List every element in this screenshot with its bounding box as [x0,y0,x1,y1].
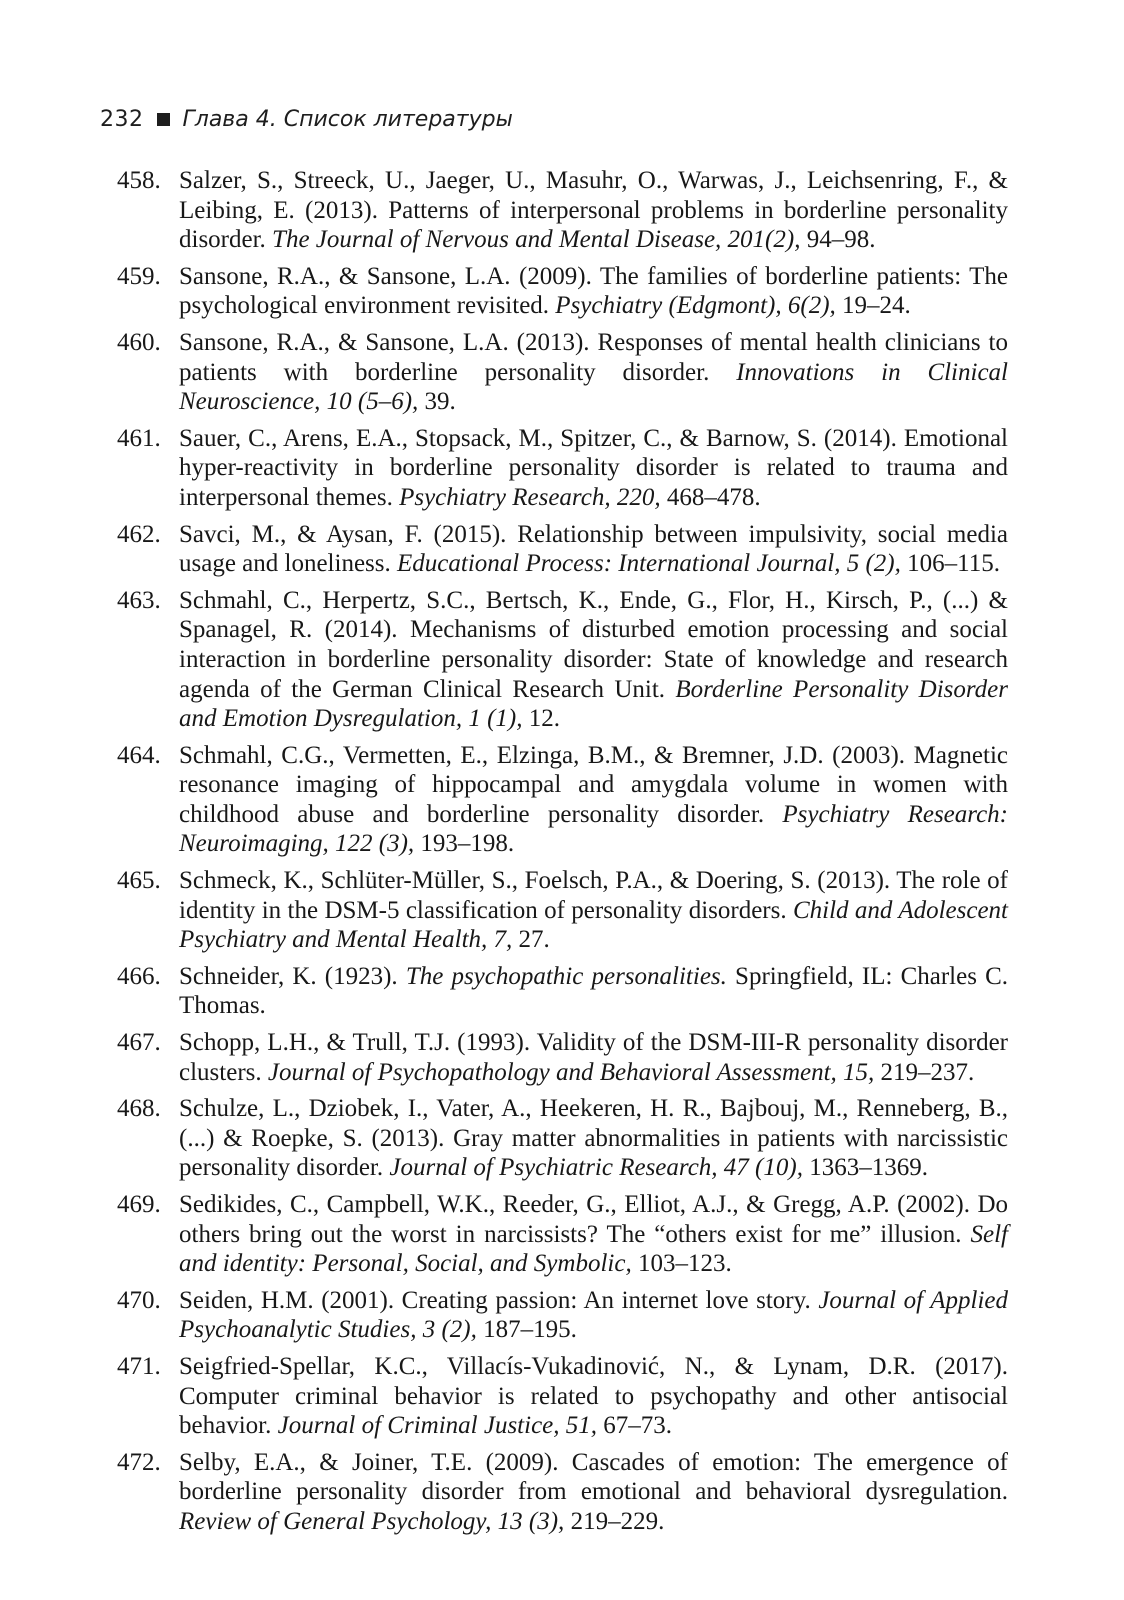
reference-pages: 39. [418,388,456,416]
reference-item [117,424,1008,513]
reference-item [117,1448,1008,1537]
reference-number: 459. [117,262,161,290]
reference-number: 468. [117,1095,161,1123]
reference-number: 461. [117,424,161,452]
reference-list [117,166,1008,1544]
reference-pages: 94–98. [800,226,876,254]
reference-text: Seiden, H.M. (2001). Creating passion: An internet love story. [179,1286,819,1314]
reference-source: Self and identity: Personal, Social, and Symbolic, [179,1220,1008,1278]
reference-item [117,166,1008,255]
reference-text: Sansone, R.A., & Sansone, L.A. (2013). Responses of mental health clinicians to patients with borderline personality disorder. [179,328,1008,386]
reference-pages: 106–115. [900,550,1000,578]
reference-source: Journal of Psychiatric Research, 47 (10), [389,1154,803,1182]
reference-source: Journal of Psychopathology and Behavioral Assessment, 15, [267,1058,875,1086]
reference-pages: 219–229. [564,1507,665,1535]
reference-text: Sauer, C., Arens, E.A., Stopsack, M., Spitzer, C., & Barnow, S. (2014). Emotional hyper-reactivity in borderline personality disorder is related to trauma and interpersonal themes. [179,424,1008,511]
reference-source: Journal of Criminal Justice, 51, [277,1412,598,1440]
reference-number: 462. [117,520,161,548]
reference-text: Schmahl, C.G., Vermetten, E., Elzinga, B.M., & Bremner, J.D. (2003). Magnetic resonance imaging of hippocampal and amygdala volume in women with childhood abuse and borderline personality disorder. [179,741,1008,828]
chapter-title: Глава 4. Список литературы [182,106,513,132]
reference-source: Review of General Psychology, 13 (3), [179,1507,565,1535]
reference-source: The Journal of Nervous and Mental Disease, 201(2), [272,226,801,254]
reference-item [117,262,1008,321]
reference-item [117,586,1008,734]
reference-source: Educational Process: International Journal, 5 (2), [397,550,901,578]
reference-text: Schneider, K. (1923). [179,962,406,990]
reference-pages: 219–237. [874,1058,975,1086]
reference-number: 463. [117,586,161,614]
reference-pages: Springfield, IL: Charles C. Thomas. [179,962,1008,1020]
reference-number: 470. [117,1286,161,1314]
black-square-icon [157,113,170,126]
reference-text: Sansone, R.A., & Sansone, L.A. (2009). The families of borderline patients: The psychological environment revisited. [179,262,1008,320]
reference-item [117,1094,1008,1183]
reference-source: Psychiatry Research, 220, [399,483,661,511]
reference-source: Borderline Personality Disorder and Emotion Dysregulation, 1 (1), [179,675,1008,733]
reference-pages: 27. [512,926,550,954]
reference-item [117,741,1008,859]
running-head [100,101,513,137]
reference-number: 458. [117,167,161,194]
reference-source: Child and Adolescent Psychiatry and Mental Health, 7, [179,896,1009,954]
reference-item [117,1190,1008,1279]
reference-text: Schulze, L., Dziobek, I., Vater, A., Heekeren, H. R., Bajbouj, M., Renneberg, B., (...) & Roepke, S. (2013). Gray matter abnormalities in patients with narcissistic personality disorder. [179,1095,1008,1182]
reference-number: 466. [117,962,161,990]
reference-number: 465. [117,867,161,895]
reference-item [117,520,1008,579]
reference-number: 471. [117,1352,161,1380]
reference-item [117,866,1008,955]
reference-source: Innovations in Clinical Neuroscience, 10 (5–6), [179,358,1008,416]
reference-pages: 468–478. [660,483,761,511]
reference-number: 469. [117,1191,161,1218]
reference-text: Salzer, S., Streeck, U., Jaeger, U., Masuhr, O., Warwas, J., Leichsenring, F., & Leibing, E. (2013). Patterns of interpersonal problems in borderline personality disorder. [179,167,1008,254]
reference-pages: 12. [522,705,560,733]
reference-item [117,1028,1008,1087]
reference-text: Selby, E.A., & Joiner, T.E. (2009). Cascades of emotion: The emergence of borderline personality disorder from emotional and behavioral dysregulation. [179,1448,1008,1506]
reference-number: 460. [117,328,161,356]
reference-number: 464. [117,741,161,769]
reference-source: Psychiatry Research: Neuroimaging, 122 (3), [179,800,1008,858]
reference-text: Seigfried-Spellar, K.C., Villacís-Vukadinović, N., & Lynam, D.R. (2017). Computer criminal behavior is related to psychopathy and other antisocial behavior. [179,1352,1008,1440]
reference-pages: 187–195. [476,1316,577,1344]
reference-pages: 103–123. [631,1250,732,1278]
reference-text: Schmeck, K., Schlüter-Müller, S., Foelsch, P.A., & Doering, S. (2013). The role of identity in the DSM-5 classification of personality disorders. [179,867,1008,924]
reference-text: Schmahl, C., Herpertz, S.C., Bertsch, K., Ende, G., Flor, H., Kirsch, P., (...) & Spanagel, R. (2014). Mechanisms of disturbed emotion processing and social interaction in borderline personality disorder: State of knowledge and research agenda of the German Clinical Research Unit. [179,586,1008,703]
reference-text: Sedikides, C., Campbell, W.K., Reeder, G., Elliot, A.J., & Gregg, A.P. (2002). Do others bring out the worst in narcissists? The “others exist for me” illusion. [179,1191,1008,1248]
reference-number: 467. [117,1029,161,1057]
reference-number: 472. [117,1448,161,1476]
reference-item [117,1286,1008,1345]
reference-text: Savci, M., & Aysan, F. (2015). Relationship between impulsivity, social media usage and loneliness. [179,520,1008,578]
reference-item [117,328,1008,417]
reference-pages: 19–24. [835,292,911,320]
reference-source: Psychiatry (Edgmont), 6(2), [555,292,836,320]
reference-text: Schopp, L.H., & Trull, T.J. (1993). Validity of the DSM-III-R personality disorder clusters. [179,1029,1008,1086]
reference-pages: 67–73. [597,1412,673,1440]
reference-pages: 193–198. [414,830,515,858]
reference-item [117,1352,1008,1441]
reference-source: The psychopathic personalities. [405,962,727,990]
reference-source: Journal of Applied Psychoanalytic Studies, 3 (2), [179,1286,1008,1344]
reference-pages: 1363–1369. [802,1154,928,1182]
page-number: 232 [100,106,144,132]
reference-item [117,962,1008,1021]
